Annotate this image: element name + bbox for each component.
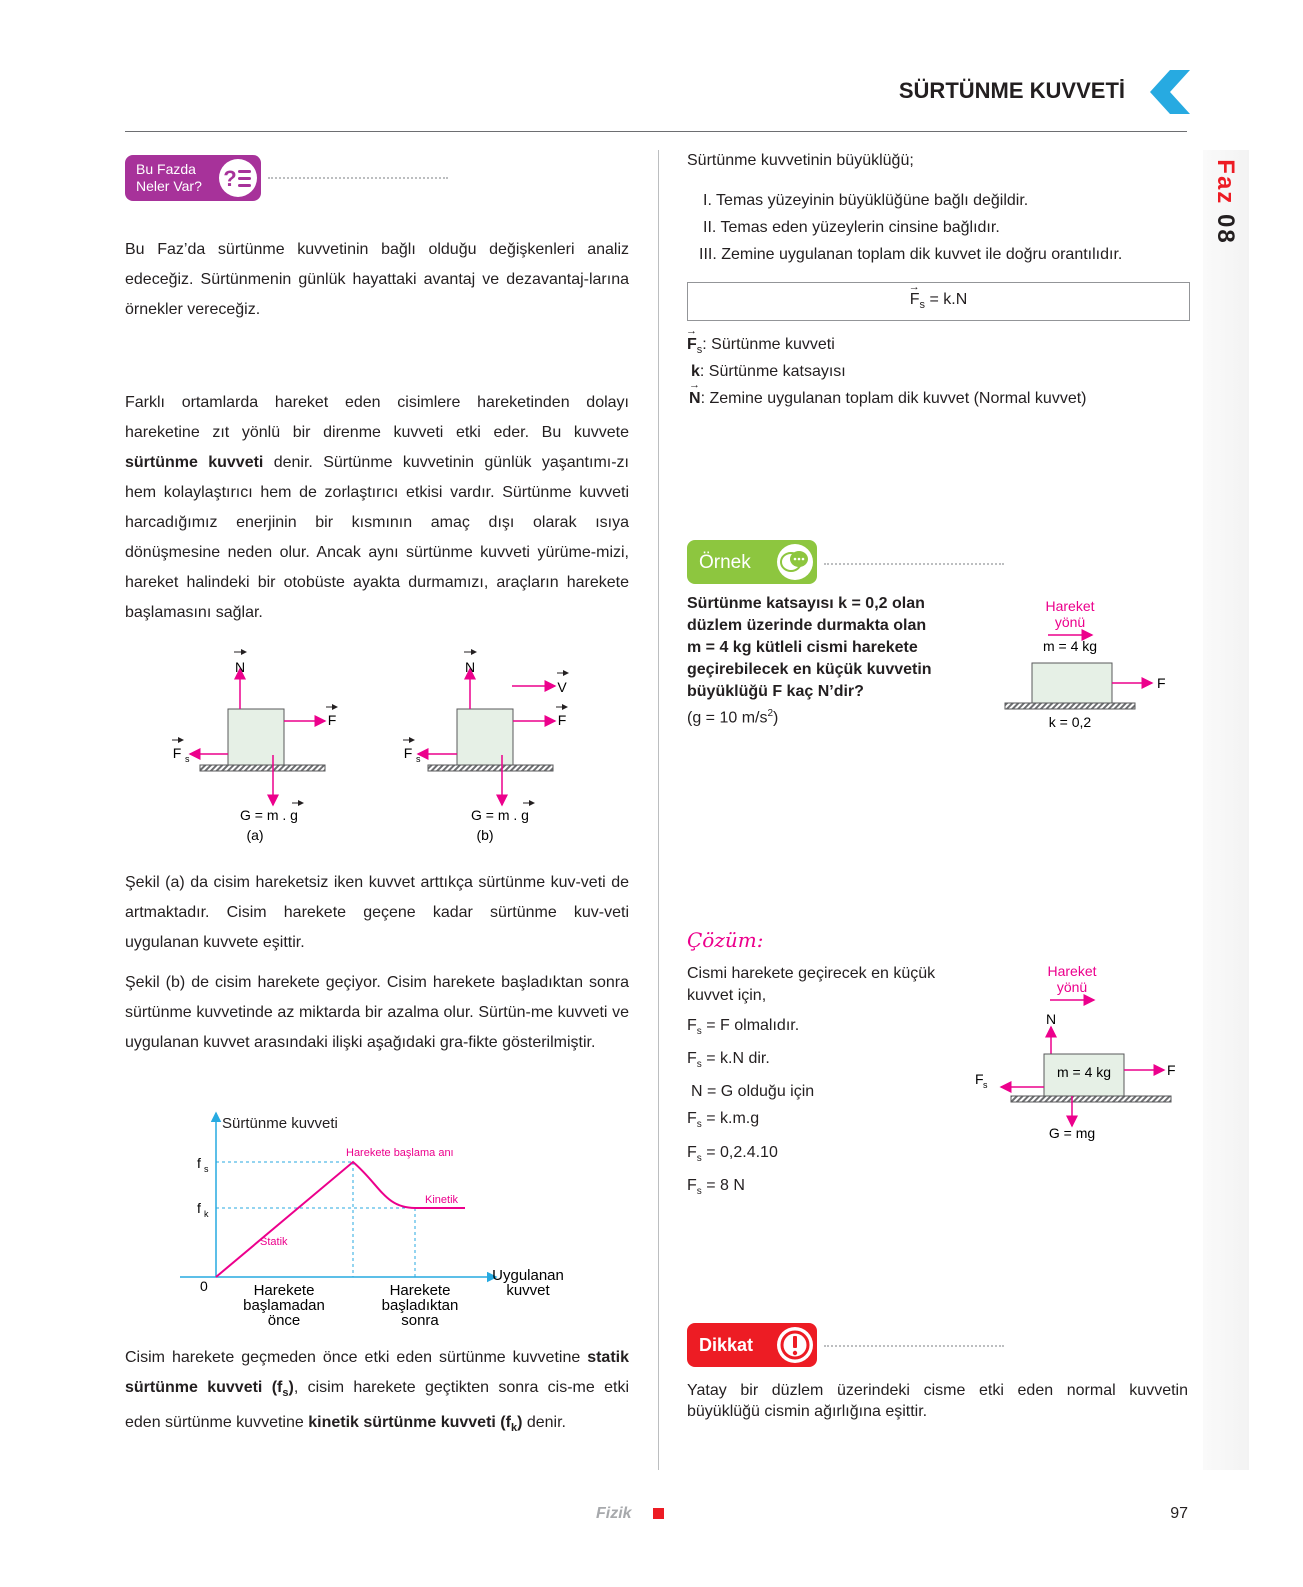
graph-fs-sub: s — [204, 1164, 209, 1174]
graph-after-1: Harekete — [389, 1282, 451, 1299]
graph-x-label-2: kuvvet — [506, 1282, 550, 1299]
graph-before-1: Harekete — [253, 1282, 315, 1299]
figure-a-weight-label: G = m . g — [240, 807, 298, 823]
friction-graph — [180, 1105, 590, 1330]
solution-heading: Çözüm: — [687, 928, 764, 952]
section-badge — [125, 155, 261, 201]
warning-text: Yatay bir düzlem üzerindeki cisme etki eden normal kuvvetin büyüklüğü cismin ağırlığına eşittir. — [687, 1382, 1188, 1420]
graph-kinetic-label: Kinetik — [425, 1194, 459, 1206]
solution-weight-label: G = mg — [1048, 1125, 1096, 1141]
factor-item: III. Zemine uygulanan toplam dik kuvvet ile doğru orantılıdır. — [699, 246, 1123, 263]
badge-dots — [268, 177, 448, 179]
faz-label — [1211, 147, 1239, 257]
exclamation-icon — [775, 1325, 815, 1365]
figure-a — [172, 652, 337, 843]
figure-b-friction-label: F — [403, 745, 413, 761]
graph-x-label-1: Uygulanan — [492, 1267, 564, 1284]
footer-subject: Fizik — [596, 1505, 632, 1522]
chevron-left-icon — [1148, 68, 1194, 116]
definition-n: → N: Zemine uygulanan toplam dik kuvvet (Normal kuvvet) — [689, 379, 1087, 407]
definition-k: k: Sürtünme katsayısı — [691, 363, 846, 380]
faz-word: Faz — [1212, 159, 1239, 206]
example-direction-1: Hareket — [1045, 598, 1095, 614]
figure-b-explanation: Şekil (b) de cisim harekete geçiyor. Cisim harekete başladıktan sonra sürtünme kuvvetinde az miktarda bir azalma olur. Sürtün-me kuvveti ve uygulanan kuvvet arasındaki ilişki aşağıdaki gra-fikte gösterilmiştir. — [125, 974, 629, 1051]
graph-static-label: Statik — [260, 1236, 288, 1248]
example-badge: Örnek — [687, 540, 817, 584]
solution-friction-label: F — [975, 1071, 984, 1087]
static-kinetic-paragraph: Cisim harekete geçmeden önce etki eden sürtünme kuvvetine statik sürtünme kuvveti $(f_s)$, cisim harekete geçtikten sonra cis-me etki eden sürtünme kuvvetine kinetik sürtünme kuvveti $(f_k)$ denir. — [125, 1349, 629, 1435]
friction-curve — [216, 1162, 465, 1277]
figure-b — [403, 652, 568, 843]
column-divider — [658, 150, 659, 1470]
graph-y-label: Sürtünme kuvveti — [222, 1115, 338, 1132]
example-mass-label: m = 4 kg — [1042, 638, 1098, 654]
force-diagrams — [160, 645, 600, 860]
intro-paragraph: Bu Faz’da sürtünme kuvvetinin bağlı olduğu değişkenleri analiz edeceğiz. Sürtünmenin günlük hayattaki avantaj ve dezavantaj-larına örnekler vereceğiz. — [125, 241, 629, 318]
example-question: Sürtünme katsayısı k = 0,2 olan düzlem üzerinde durmakta olan m = 4 kg kütleli cismi harekete geçirebilecek en küçük kuvvetin büyüklüğü F kaç N’dir? (g = 10 $m/s^2$) — [687, 595, 932, 727]
solution-mass-label: m = 4 kg — [1056, 1064, 1112, 1080]
speech-bubble-icon — [775, 542, 815, 582]
figure-a-friction-sub: s — [185, 754, 190, 764]
figure-b-force-label: F — [557, 712, 567, 728]
graph-peak-label: Harekete başlama anı — [346, 1147, 454, 1159]
graph-fk-sub: k — [204, 1209, 209, 1219]
example-dots — [824, 563, 1004, 565]
solution-equation: $F_s = 0,2.4.10$ — [687, 1143, 778, 1164]
example-k-label: k = 0,2 — [1048, 714, 1092, 730]
solution-equation: $F_s = k.N$ dir. — [687, 1050, 770, 1071]
faz-number: 08 — [1212, 213, 1239, 245]
solution-normal-label: N — [1045, 1011, 1057, 1027]
magnitude-heading: Sürtünme kuvvetinin büyüklüğü; — [687, 152, 914, 169]
solution-direction-2: yönü — [1056, 979, 1088, 995]
figure-a-explanation: Şekil (a) da cisim hareketsiz iken kuvvet arttıkça sürtünme kuv-veti de artmaktadır. Cisim harekete geçene kadar sürtünme kuv-veti uygulanan kuvvete eşittir. — [125, 874, 629, 951]
graph-before-3: önce — [267, 1312, 301, 1329]
factor-item: II. Temas eden yüzeylerin cinsine bağlıdır. — [703, 219, 1000, 236]
warning-dots — [824, 1345, 1004, 1347]
graph-fs-label: f — [197, 1155, 201, 1171]
solution-friction-sub: s — [983, 1080, 988, 1090]
figure-b-velocity-label: V — [557, 679, 567, 695]
solution-force-label: F — [1167, 1062, 1176, 1078]
example-force-label: F — [1157, 675, 1166, 691]
solution-intro: Cismi harekete geçirecek en küçük kuvvet için, — [687, 965, 936, 1004]
graph-after-3: sonra — [401, 1312, 439, 1329]
figure-b-caption: (b) — [476, 827, 494, 843]
graph-before-2: başlamadan — [243, 1297, 325, 1314]
warning-badge: Dikkat — [687, 1323, 817, 1367]
graph-fk-label: f — [197, 1200, 201, 1216]
example-direction-2: yönü — [1054, 614, 1086, 630]
page-title: SÜRTÜNME KUVVETİ — [898, 78, 1125, 103]
friction-formula: → $F_s = k.N$ — [908, 281, 968, 312]
example-diagram — [995, 595, 1185, 735]
solution-equation: $F_s = F$ olmalıdır. — [687, 1017, 800, 1038]
figure-a-friction-label: F — [172, 745, 182, 761]
list-question-icon — [217, 157, 259, 199]
solution-equations — [687, 1012, 814, 1205]
badge-text: Bu Fazda Neler Var? — [136, 161, 202, 194]
figure-a-normal-label: N — [234, 659, 246, 675]
figure-b-normal-label: N — [464, 659, 476, 675]
header-divider — [125, 131, 1187, 132]
figure-a-caption: (a) — [246, 827, 264, 843]
solution-diagram — [965, 960, 1180, 1150]
definition-fs: → $F_s$: Sürtünme kuvveti — [686, 325, 835, 357]
solution-direction-1: Hareket — [1047, 963, 1097, 979]
graph-origin: 0 — [200, 1278, 208, 1294]
graph-after-2: başladıktan — [381, 1297, 459, 1314]
factor-item: I. Temas yüzeyinin büyüklüğüne bağlı değildir. — [703, 192, 1029, 209]
friction-definition-paragraph: Farklı ortamlarda hareket eden cisimlere hareketinden dolayı hareketine zıt yönlü bir direnme kuvveti etki eder. Bu kuvvete sürtünme kuvveti denir. Sürtünme kuvvetinin günlük yaşantımı-zı hem kolaylaştırıcı hem de zorlaştırıcı etkisi vardır. Sürtünme kuvveti harcadığımız enerjinin bir kısmının amaç dışı olarak ısıya dönüşmesine neden olur. Ancak aynı sürtünme kuvveti yürüme-mizi, hareket halindeki bir otobüste ayakta durmamızı, araçların harekete başlamasını sağlar. — [125, 394, 629, 621]
page-number: 97 — [1170, 1505, 1188, 1522]
figure-b-friction-sub: s — [416, 754, 421, 764]
friction-formula-box — [687, 282, 1190, 321]
side-strip — [1203, 150, 1249, 1470]
faz-tab — [1203, 150, 1249, 260]
solution-equation: $F_s = k.m.g$ — [687, 1110, 760, 1131]
solution-equation: $F_s = 8$ N — [687, 1176, 745, 1197]
solution-equation: N = G olduğu için — [691, 1083, 815, 1101]
footer-square — [653, 1508, 664, 1519]
figure-a-force-label: F — [327, 712, 337, 728]
svg-text:?: ? — [223, 166, 237, 191]
figure-b-weight-label: G = m . g — [471, 807, 529, 823]
